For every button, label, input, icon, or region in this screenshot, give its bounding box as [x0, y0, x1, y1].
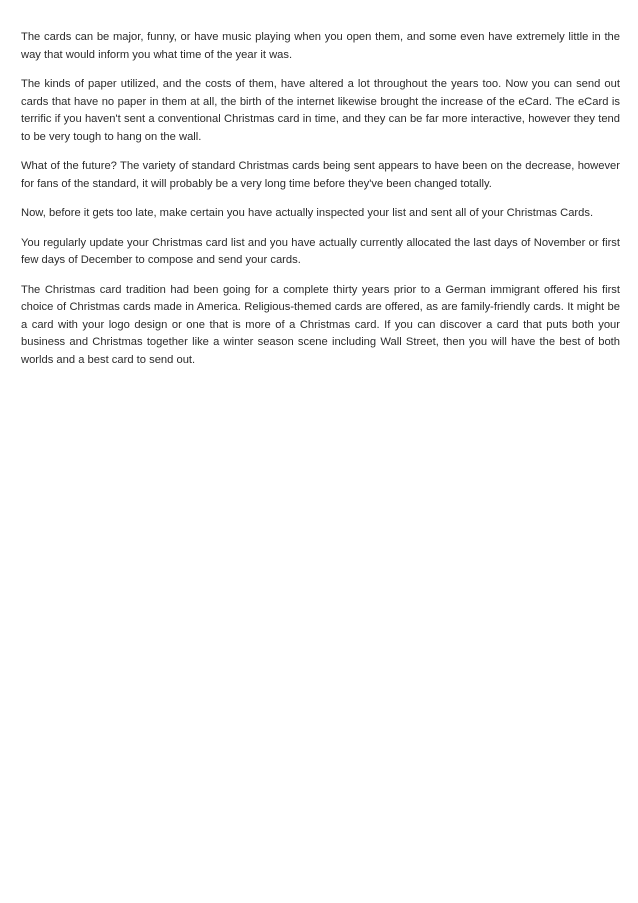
paragraph-2: The kinds of paper utilized, and the costs of them, have altered a lot throughout the years too. Now you can send out cards that have no paper in them at all, the birth of the internet likewise brought the increase of the eCard. The eCard is terrific if you haven't sent a conventional Christmas card in time, and they can be far more interactive, however they tend to be very tough to hang on the wall.: [21, 78, 620, 143]
paragraph-4: Now, before it gets too late, make certain you have actually inspected your list and sent all of your Christmas Cards.: [21, 207, 594, 219]
paragraph-3: What of the future? The variety of standard Christmas cards being sent appears to have been on the decrease, however for fans of the standard, it will probably be a very long time before they've been changed totally.: [21, 160, 620, 190]
paragraph-5: You regularly update your Christmas card list and you have actually currently allocated the last days of November or first few days of December to compose and send your cards.: [21, 236, 620, 266]
paragraph-6: The Christmas card tradition had been going for a complete thirty years prior to a German immigrant offered his first choice of Christmas cards made in America. Religious-themed cards are offered, as are family-friendly cards. It might be a card with your logo design or one that is more of a Christmas card. If you can discover a card that puts both your business and Christmas together like a winter season scene including Wall Street, then you will have the best of both worlds and a best card to send out.: [21, 283, 620, 366]
paragraph-1: The cards can be major, funny, or have music playing when you open them, and some even have extremely little in the way that would inform you what time of the year it was.: [21, 31, 620, 61]
